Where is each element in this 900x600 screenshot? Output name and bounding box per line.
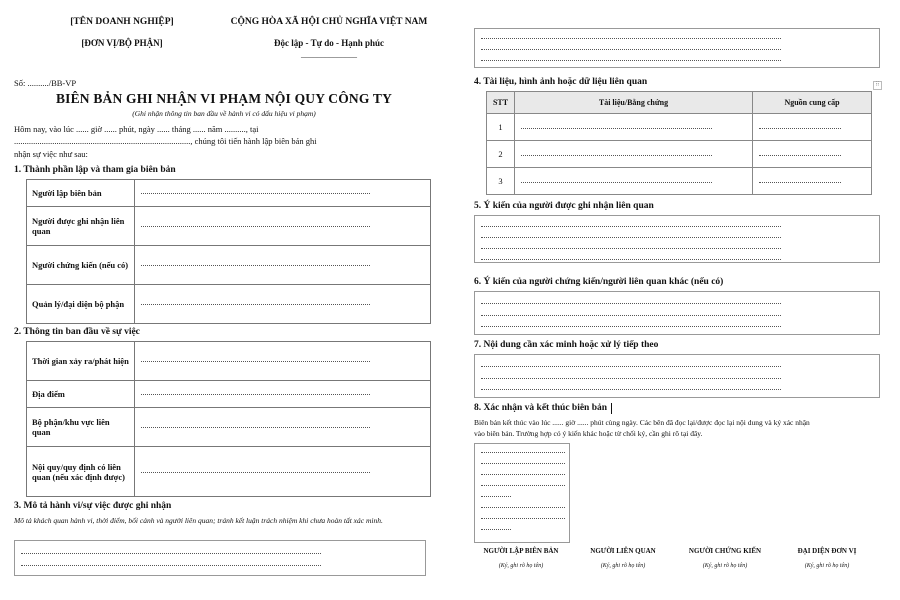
signature-note: (Ký, ghi rõ họ tên) — [804, 563, 850, 569]
intro-line-3: nhận sự việc như sau: — [14, 149, 88, 159]
signature-block-unit-representative — [782, 547, 872, 569]
table-move-handle-icon[interactable]: ⠿ — [873, 81, 882, 90]
document-subtitle: (Ghi nhận thông tin ban đầu về hành vi có dấu hiệu vi phạm) — [132, 109, 316, 118]
other-opinion-box[interactable] — [474, 443, 570, 543]
row-number: 2 — [487, 141, 515, 168]
row-label: Thời gian xảy ra/phát hiện — [27, 342, 135, 381]
row-label: Nội quy/quy định có liên quan (nếu xác định được) — [27, 447, 135, 497]
table-row — [27, 381, 431, 408]
witness-opinion-box[interactable] — [474, 291, 880, 335]
table-row — [27, 207, 431, 246]
right-page — [470, 0, 882, 600]
table-row — [487, 141, 872, 168]
table-row — [487, 114, 872, 141]
fill-field[interactable] — [135, 207, 431, 246]
fill-field[interactable] — [135, 408, 431, 447]
row-label: Địa điểm — [27, 381, 135, 408]
nation-name: CỘNG HÒA XÃ HỘI CHỦ NGHĨA VIỆT NAM — [230, 17, 428, 27]
signature-block-recorder — [476, 547, 566, 569]
signature-note: (Ký, ghi rõ họ tên) — [600, 563, 646, 569]
incident-info-table — [26, 341, 431, 497]
col-header-evidence: Tài liệu/Bằng chứng — [515, 92, 753, 114]
section-5-title: 5. Ý kiến của người được ghi nhận liên quan — [474, 201, 654, 211]
participants-table — [26, 179, 431, 324]
table-row — [27, 180, 431, 207]
col-header-source: Nguồn cung cấp — [753, 92, 872, 114]
signature-block-witness — [680, 547, 770, 569]
document-title: BIÊN BẢN GHI NHẬN VI PHẠM NỘI QUY CÔNG TY — [55, 91, 393, 106]
row-label: Người chứng kiến (nếu có) — [27, 246, 135, 285]
closing-text-2: vào biên bản. Trường hợp có ý kiến khác hoặc từ chối ký, cần ghi rõ tại đây. — [474, 429, 703, 438]
company-name: [TÊN DOANH NGHIỆP] — [70, 17, 174, 27]
fill-field[interactable] — [135, 246, 431, 285]
section-8-title: 8. Xác nhận và kết thúc biên bản — [474, 403, 608, 413]
table-row — [27, 285, 431, 324]
fill-field[interactable] — [135, 447, 431, 497]
department-name: [ĐƠN VỊ/BỘ PHẬN] — [81, 38, 163, 48]
source-field[interactable] — [753, 114, 872, 141]
col-header-stt: STT — [487, 92, 515, 114]
table-row — [27, 408, 431, 447]
signature-role: ĐẠI DIỆN ĐƠN VỊ — [797, 547, 857, 555]
doc-number: Số: ........../BB-VP — [14, 78, 77, 88]
source-field[interactable] — [753, 141, 872, 168]
section-6-title: 6. Ý kiến của người chứng kiến/người liên quan khác (nếu có) — [474, 277, 724, 287]
fill-field[interactable] — [135, 285, 431, 324]
intro-line-1: Hôm nay, vào lúc ...... giờ ...... phút, ngày ...... tháng ...... năm .........., tại — [14, 124, 259, 134]
followup-box[interactable] — [474, 354, 880, 398]
signature-block-related-person — [578, 547, 668, 569]
section-3-title: 3. Mô tả hành vi/sự việc được ghi nhận — [14, 501, 172, 511]
row-number: 3 — [487, 168, 515, 195]
signature-note: (Ký, ghi rõ họ tên) — [498, 563, 544, 569]
table-row — [487, 168, 872, 195]
section-1-title: 1. Thành phần lập và tham gia biên bản — [14, 165, 176, 175]
left-page — [14, 0, 426, 600]
continued-description-box[interactable] — [474, 28, 880, 68]
row-label: Người lập biên bản — [27, 180, 135, 207]
closing-text-1: Biên bản kết thúc vào lúc ...... giờ ...... phút cùng ngày. Các bên đã đọc lại/được đọc lại nội dung và ký xác nhận — [474, 418, 810, 427]
signature-note: (Ký, ghi rõ họ tên) — [702, 563, 748, 569]
table-row — [27, 246, 431, 285]
section-2-title: 2. Thông tin ban đầu về sự việc — [14, 327, 140, 337]
motto-rule: ______________ — [301, 50, 357, 59]
table-row — [27, 342, 431, 381]
fill-field[interactable] — [135, 381, 431, 408]
fill-field[interactable] — [135, 342, 431, 381]
signature-role: NGƯỜI LẬP BIÊN BẢN — [483, 547, 559, 555]
signature-role: NGƯỜI CHỨNG KIẾN — [688, 547, 762, 555]
section-4-title: 4. Tài liệu, hình ảnh hoặc dữ liệu liên quan — [474, 77, 648, 87]
evidence-table — [486, 91, 872, 195]
source-field[interactable] — [753, 168, 872, 195]
fill-field[interactable] — [135, 180, 431, 207]
evidence-field[interactable] — [515, 141, 753, 168]
evidence-field[interactable] — [515, 114, 753, 141]
row-label: Quản lý/đại diện bộ phận — [27, 285, 135, 324]
motto: Độc lập - Tự do - Hạnh phúc — [273, 38, 384, 48]
section-7-title: 7. Nội dung cần xác minh hoặc xử lý tiếp theo — [474, 340, 659, 350]
row-label: Người được ghi nhận liên quan — [27, 207, 135, 246]
signature-role: NGƯỜI LIÊN QUAN — [590, 547, 656, 555]
description-box[interactable] — [14, 540, 426, 576]
related-person-opinion-box[interactable] — [474, 215, 880, 263]
text-cursor — [611, 403, 612, 414]
intro-line-2: ..................................................................................., chúng tôi tiến hành lập biên bản ghi — [14, 136, 317, 146]
evidence-field[interactable] — [515, 168, 753, 195]
table-row — [27, 447, 431, 497]
section-3-hint: Mô tả khách quan hành vi, thời điểm, bối cảnh và người liên quan; tránh kết luận trách nhiệm khi chưa hoàn tất xác minh. — [14, 516, 383, 525]
row-number: 1 — [487, 114, 515, 141]
row-label: Bộ phận/khu vực liên quan — [27, 408, 135, 447]
